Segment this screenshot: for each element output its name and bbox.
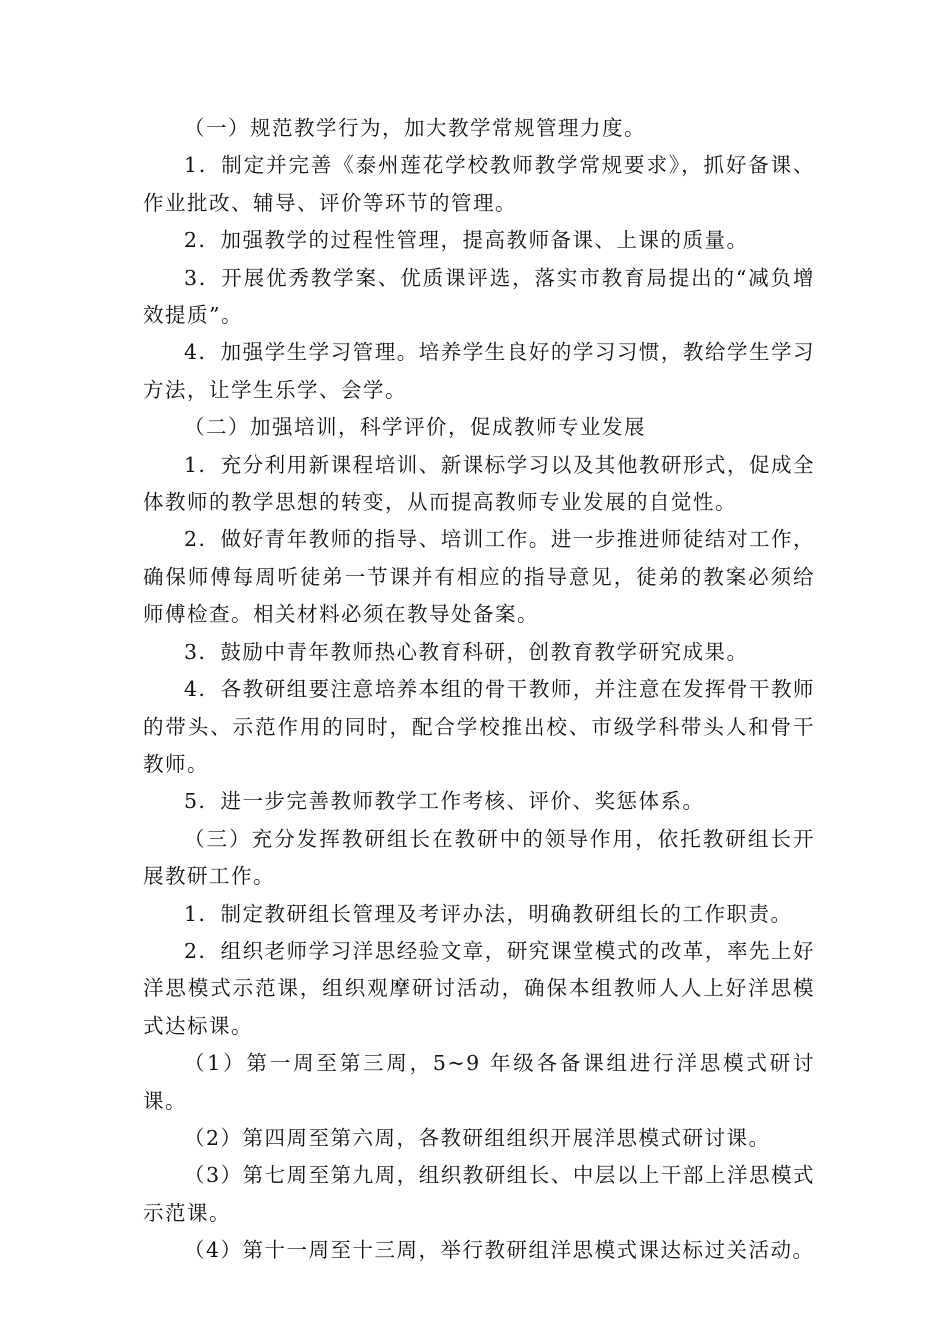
paragraph: 5．进一步完善教师教学工作考核、评价、奖惩体系。	[184, 789, 705, 814]
section-heading-3: （三）充分发挥教研组长在教研中的领导作用，依托教研组长开展教研工作。	[143, 826, 815, 889]
paragraph: 1．制定并完善《泰州莲花学校教师教学常规要求》，抓好备课、作业批改、辅导、评价等环节的管理。	[143, 153, 815, 215]
schedule-item: （4）第十一周至十三周，举行教研组洋思模式课达标过关活动。	[184, 1238, 815, 1263]
paragraph: 1．制定教研组长管理及考评办法，明确教研组长的工作职责。	[184, 901, 793, 926]
paragraph: 4．加强学生学习管理。培养学生良好的学习习惯，教给学生学习方法，让学生乐学、会学。	[143, 340, 815, 402]
document-body	[143, 110, 815, 1270]
schedule-item: （3）第七周至第九周，组织教研组长、中层以上干部上洋思模式示范课。	[143, 1163, 815, 1225]
section-heading-2: （二）加强培训，科学评价，促成教师专业发展	[184, 415, 646, 440]
paragraph: 4．各教研组要注意培养本组的骨干教师，并注意在发挥骨干教师的带头、示范作用的同时，配合学校推出校、市级学科带头人和骨干教师。	[143, 677, 815, 776]
paragraph: 2．做好青年教师的指导、培训工作。进一步推进师徒结对工作，确保师傅每周听徒弟一节课并有相应的指导意见，徒弟的教案必须给师傅检查。相关材料必须在教导处备案。	[143, 527, 815, 627]
paragraph: 3．开展优秀教学案、优质课评选，落实市教育局提出的“减负增效提质”。	[143, 265, 815, 328]
paragraph: 2．加强教学的过程性管理，提高教师备课、上课的质量。	[184, 228, 749, 253]
schedule-item: （2）第四周至第六周，各教研组组织开展洋思模式研讨课。	[184, 1125, 771, 1150]
paragraph: 3．鼓励中青年教师热心教育科研，创教育教学研究成果。	[184, 639, 749, 664]
paragraph: 1．充分利用新课程培训、新课标学习以及其他教研形式，促成全体教师的教学思想的转变，从而提高教师专业发展的自觉性。	[143, 452, 815, 515]
schedule-item: （1）第一周至第三周，5~9 年级各备课组进行洋思模式研讨课。	[143, 1051, 815, 1113]
section-heading-1: （一）规范教学行为，加大教学常规管理力度。	[184, 116, 646, 140]
paragraph: 2．组织老师学习洋思经验文章，研究课堂模式的改革，率先上好洋思模式示范课，组织观摩研讨活动，确保本组教师人人上好洋思模式达标课。	[143, 938, 815, 1038]
